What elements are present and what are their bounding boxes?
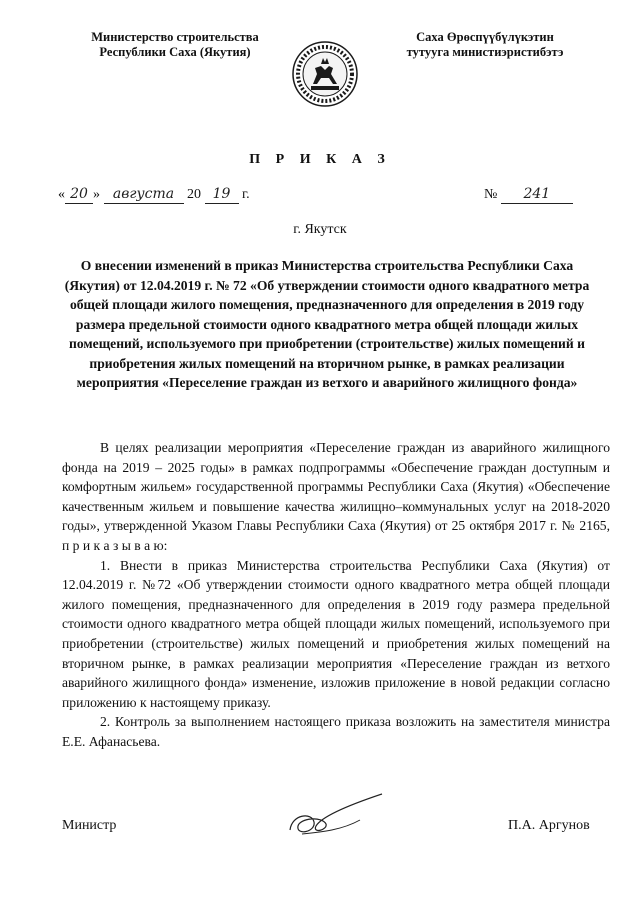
date-quote-open: « bbox=[58, 187, 65, 202]
ministry-name-yakut-line1: Саха Өрөспүүбүлүкэтин bbox=[416, 30, 554, 44]
body-paragraph-2: 1. Внести в приказ Министерства строительства Республики Саха (Якутия) от 12.04.2019 г. №72 «Об утверждении стоимости одного квадратного метра общей площади жилого помещения, предназначенного для определения в 2019 году размера предельной стоимости одного квадратного метра общей площади жилых помещений, используемого при приобретении (строительстве) жилых помещений и приобретения жилых помещений на вторичном рынке, в рамках реализации мероприятия «Переселение граждан из ветхого аварийного жилищного фонда» изменение, изложив приложение в новой редакции согласно приложению к настоящему приказу. bbox=[62, 557, 610, 710]
signatory-position: Министр bbox=[62, 818, 117, 833]
signatory-name: П.А. Аргунов bbox=[508, 818, 590, 833]
order-subject: О внесении изменений в приказ Министерства строительства Республики Саха (Якутия) от 12.04.2019 г. № 72 «Об утверждении стоимости одного квадратного метра общей площади жилого помещения, предназначенного для определения в 2019 году размера предельной стоимости одного квадратного метра общей площади жилых помещений, используемого при приобретении (строительстве) жилых помещений и приобретения жилых помещений на вторичном рынке, в рамках реализации мероприятия «Переселение граждан из ветхого и аварийного жилищного фонда» bbox=[64, 258, 590, 390]
ministry-name-line2: Республики Саха (Якутия) bbox=[99, 45, 251, 59]
date-month: августа bbox=[104, 185, 184, 204]
body-paragraph-1: В целях реализации мероприятия «Переселение граждан из аварийного жилищного фонда на 2019 – 2025 годы» в рамках подпрограммы «Обеспечение граждан доступным и комфортным жильем» государственной программы Республики Саха (Якутия) «Обеспечение качественным жильем и повышение качества жилищно–коммунальных услуг на 2018-2020 годы», утвержденной Указом Главы Республики Саха (Якутия) от 25 октября 2017 г. № 2165, п р и к а з ы в а ю: bbox=[62, 440, 610, 553]
coat-of-arms-emblem bbox=[291, 40, 359, 108]
date-year-suffix: 19 bbox=[205, 185, 239, 204]
order-body bbox=[62, 438, 610, 752]
document-title: П Р И К А З bbox=[249, 152, 391, 167]
date-day: 20 bbox=[65, 185, 93, 204]
city: г. Якутск bbox=[293, 222, 347, 237]
number-value: 241 bbox=[501, 185, 573, 204]
ministry-name-line1: Министерство строительства bbox=[91, 30, 259, 44]
date-year-prefix: 20 bbox=[187, 187, 201, 202]
body-paragraph-3: 2. Контроль за выполнением настоящего приказа возложить на заместителя министра Е.Е. Афанасьева. bbox=[62, 714, 610, 749]
number-label: № bbox=[484, 187, 498, 202]
ministry-name-yakut bbox=[365, 30, 605, 60]
ministry-name-russian bbox=[60, 30, 290, 60]
date-quote-close: » bbox=[93, 187, 100, 202]
handwritten-signature bbox=[282, 790, 392, 850]
order-date bbox=[58, 185, 250, 204]
ministry-name-yakut-line2: тутууга министиэристибэтэ bbox=[406, 45, 564, 59]
order-number bbox=[484, 185, 573, 204]
date-year-unit: г. bbox=[242, 187, 250, 202]
